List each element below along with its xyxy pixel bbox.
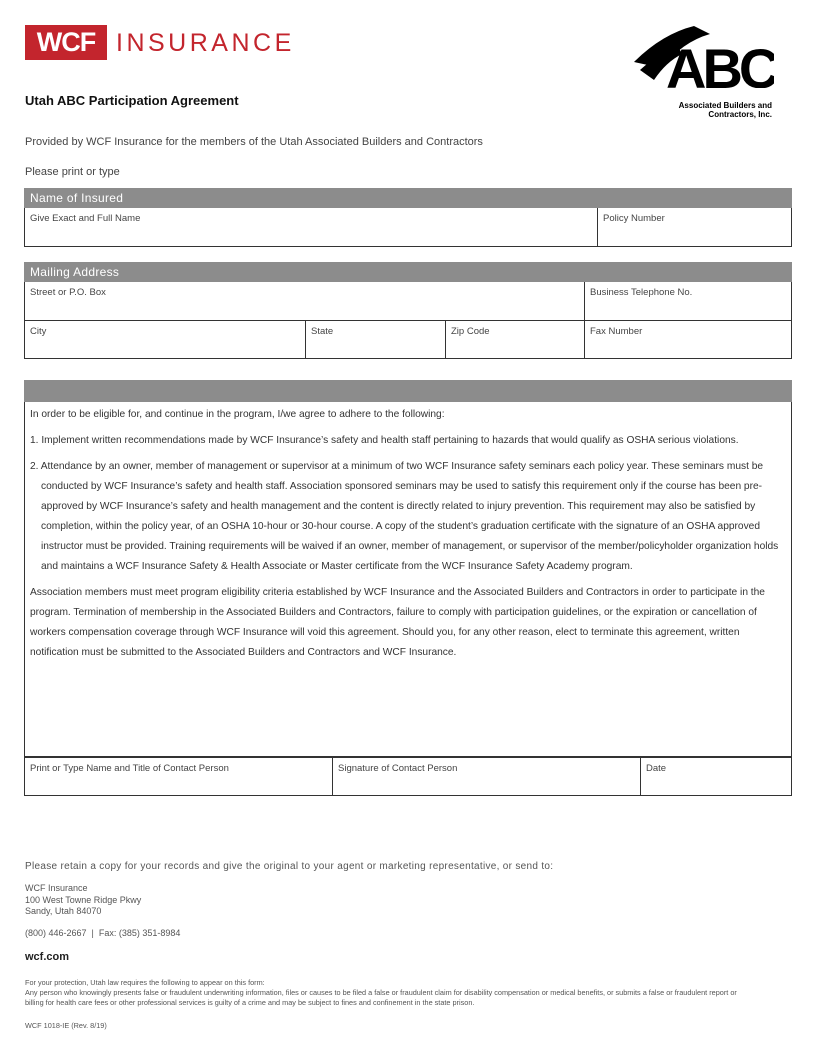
instruction: Please print or type	[25, 166, 120, 178]
legal-notice	[25, 978, 740, 1008]
subtitle: Provided by WCF Insurance for the members of the Utah Associated Builders and Contractors	[25, 136, 483, 148]
city-field[interactable]	[25, 321, 305, 358]
date-field[interactable]	[640, 758, 791, 795]
agreement-intro: In order to be eligible for, and continue in the program, I/we agree to adhere to the following:	[30, 409, 445, 420]
contact-name-field[interactable]	[25, 758, 332, 795]
field-label: Fax Number	[590, 326, 643, 337]
business-phone-field[interactable]	[584, 282, 791, 320]
zip-code-field[interactable]	[445, 321, 584, 358]
full-name-field[interactable]	[25, 208, 597, 246]
state-field[interactable]	[305, 321, 445, 358]
abc-logo	[632, 24, 774, 119]
address-line: WCF Insurance	[25, 883, 88, 893]
field-label: State	[311, 326, 334, 337]
wcf-logo-text: INSURANCE	[116, 29, 295, 57]
abc-mark: ABC	[666, 37, 774, 88]
signature-field[interactable]	[332, 758, 640, 795]
agreement-header	[24, 380, 792, 402]
field-label: Give Exact and Full Name	[30, 213, 141, 224]
address-line: 100 West Towne Ridge Pkwy	[25, 894, 142, 905]
field-label: Zip Code	[451, 326, 490, 337]
mailing-section-header: Mailing Address	[24, 262, 792, 282]
retain-instruction: Please retain a copy for your records and give the original to your agent or marketing representative, or send to:	[25, 861, 554, 872]
page-title: Utah ABC Participation Agreement	[25, 93, 239, 108]
street-field[interactable]	[25, 282, 584, 320]
legal-intro: For your protection, Utah law requires the following to appear on this form:	[25, 978, 265, 987]
website-link[interactable]: wcf.com	[25, 951, 70, 963]
field-label: Business Telephone No.	[590, 287, 693, 298]
agreement-item-2: 2. Attendance by an owner, member of management or supervisor at a minimum of two WCF Insurance safety seminars each policy year. These seminars must be conducted by WCF Insurance’s safety and health staff. Association sponsored seminars may be used to satisfy this requirement only if the course has been pre-approved by WCF Insurance’s safety and health management and the content is directly related to injury prevention. This requirement may also be satisfied by completion, within the policy year, of an OSHA 10-hour or 30-hour course. A copy of the student’s graduation certificate with the signature of an OSHA approved instructor must be provided. Training requirements will be waived if an owner, member of management, or supervisor of the member/policyholder organization holds and maintains a WCF Insurance Safety & Health Associate or Master certificate from the WCF Insurance Safety Academy program.	[30, 461, 779, 572]
field-label: Date	[646, 763, 667, 774]
agreement-item-1: 1. Implement written recommendations made by WCF Insurance’s safety and health staff pertaining to hazards that would qualify as OSHA serious violations.	[30, 435, 739, 446]
field-label: Street or P.O. Box	[30, 287, 106, 298]
field-label: Print or Type Name and Title of Contact Person	[30, 763, 229, 774]
field-label: Signature of Contact Person	[338, 763, 458, 774]
policy-number-field[interactable]	[597, 208, 791, 246]
abc-flag-icon	[632, 24, 774, 88]
fax-number-field[interactable]	[584, 321, 791, 358]
wcf-logo-box: WCF	[25, 25, 107, 60]
form-number: WCF 1018-IE (Rev. 8/19)	[25, 1021, 107, 1030]
name-section	[24, 188, 792, 247]
agreement-closing: Association members must meet program eligibility criteria established by WCF Insurance and the Associated Builders and Contractors in order to participate in the program. Termination of membership in the Associated Builders and Contractors, failure to comply with participation guidelines, or the expiration or cancellation of workers compensation coverage through WCF Insurance will void this agreement. Should you, for any other reason, elect to terminate this agreement, written notification must be submitted to the Associated Builders and Contractors and WCF Insurance.	[30, 587, 765, 658]
phone-fax: (800) 446-2667 | Fax: (385) 351-8984	[25, 928, 181, 938]
field-label: Policy Number	[603, 213, 665, 224]
abc-logo-text: Associated Builders and Contractors, Inc.	[678, 101, 772, 119]
field-label: City	[30, 326, 47, 337]
mailing-address	[25, 883, 141, 918]
agreement-section	[24, 380, 792, 796]
address-line: Sandy, Utah 84070	[25, 906, 102, 916]
name-section-header: Name of Insured	[24, 188, 792, 208]
mailing-section	[24, 262, 792, 359]
legal-text: Any person who knowingly presents false or fraudulent underwriting information, files or causes to be filed a false or fraudulent claim for disability compensation or medical benefits, or submits a false or fraudulent report or billing for health care fees or other professional services is guilty of a crime and may be subject to fines and confinement in the state prison.	[25, 988, 737, 1007]
